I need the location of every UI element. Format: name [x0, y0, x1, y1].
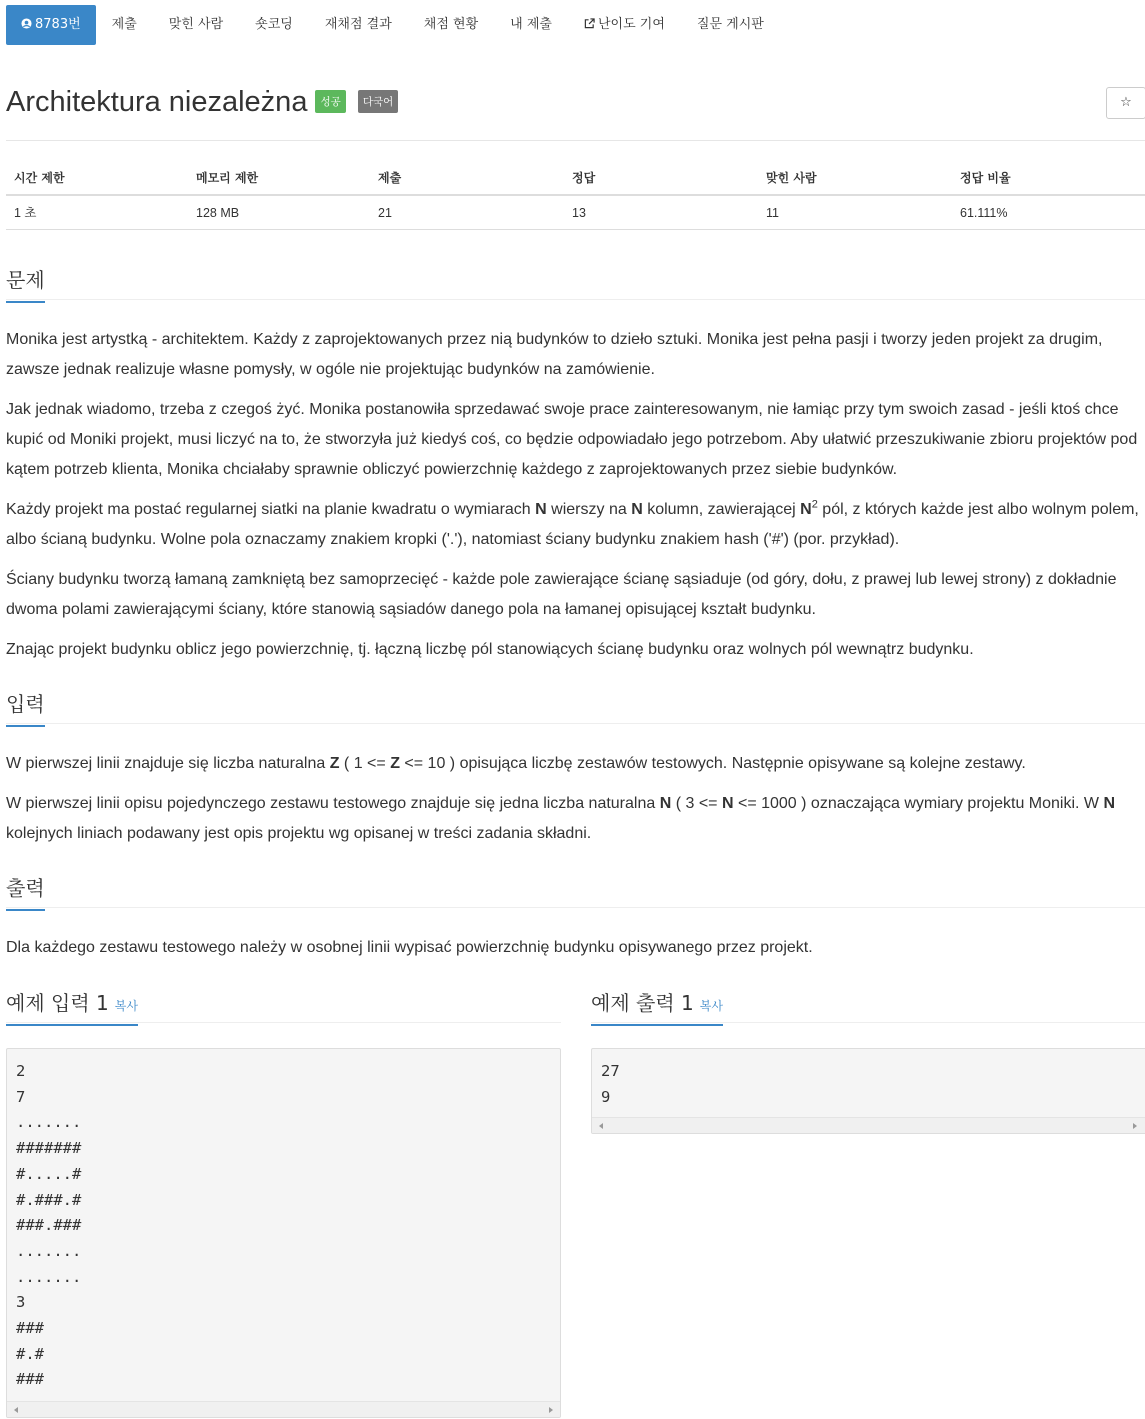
sample-line: 7: [16, 1087, 26, 1106]
stats-header-row: [6, 160, 1145, 196]
tab-question-board[interactable]: 질문 게시판: [696, 17, 764, 32]
horizontal-scrollbar[interactable]: [7, 1401, 560, 1417]
section-output-header: [6, 872, 45, 911]
stats-header-submissions: 제출: [378, 171, 402, 185]
tab-my-submissions[interactable]: 내 제출: [510, 17, 552, 32]
stats-ratio: 61.111%: [960, 206, 1008, 220]
section-divider: [6, 907, 1145, 908]
var-z: Z: [390, 755, 400, 772]
sample-line: 2: [16, 1062, 26, 1080]
stats-solved-users: 11: [766, 206, 779, 220]
sample-input-header: [6, 987, 138, 1026]
tab-short-coding[interactable]: 숏코딩: [255, 17, 293, 32]
sample-line: #.#: [16, 1344, 44, 1363]
sample-line: ###: [16, 1370, 44, 1389]
sample-line: 3: [16, 1293, 26, 1312]
stats-header-ratio: 정답 비율: [960, 171, 1011, 185]
stats-memory-limit: 128 MB: [196, 206, 240, 220]
section-output-title: 출력: [6, 872, 45, 911]
description-paragraph-1: Monika jest artystką - architektem. Każdy z zaprojektowanych przez nią budynków to dzieło sztuki. Monika jest pełna pasji i tworzy jeden projekt za drugim, zawsze jednak realizuje własne pomysły, w ogóle nie projektując budynków na zamówienie.: [6, 331, 1103, 378]
section-divider: [6, 299, 1145, 300]
horizontal-scrollbar[interactable]: [592, 1117, 1145, 1133]
tab-solved-users[interactable]: 맞힌 사람: [168, 17, 224, 32]
text: W pierwszej linii znajduje się liczba naturalna: [6, 755, 330, 772]
sample-line: ###: [16, 1319, 44, 1338]
stats-time-limit: 1 초: [14, 206, 37, 220]
section-description-title: 문제: [6, 264, 45, 303]
var-n: N: [721, 795, 734, 812]
external-link-icon: [584, 18, 595, 29]
tab-problem[interactable]: [6, 5, 96, 45]
description-paragraph-4: Ściany budynku tworzą łamaną zamkniętą bez samoprzecięć - każde pole zawierające ścianę sąsiaduje (od góry, dołu, z prawej lub lewej strony) z dokładnie dwoma polami zawierającymi ściany, które stanowią sąsiadów danego pola na łamanej opisującej kształt budynku.: [6, 571, 1117, 618]
tab-problem-label: 8783번: [35, 17, 81, 32]
text: wierszy na: [546, 501, 632, 518]
sample-output-text: [592, 1049, 1145, 1110]
copy-input-button[interactable]: 복사: [114, 999, 138, 1013]
text: pól, z których każde jest albo wolnym polem, albo ścianą budynku. Wolne pola oznaczamy znakiem kropki ('.'), natomiast ściany budynku znakiem hash ('#') (por. przykład).: [6, 501, 1139, 548]
sample-input-title-group: [6, 987, 138, 1026]
section-divider: [6, 723, 1145, 724]
problem-badge-icon: [21, 18, 32, 29]
tab-judge-status[interactable]: 채점 현황: [423, 17, 479, 32]
text: <= 10 ) opisująca liczbę zestawów testowych. Następnie opisywane są kolejne zestawy.: [399, 755, 1026, 772]
sample-input-box[interactable]: [6, 1048, 561, 1418]
sample-input-text: [7, 1049, 560, 1393]
var-n: N: [800, 501, 812, 518]
copy-output-button[interactable]: 복사: [699, 999, 723, 1013]
stats-header-memory-limit: 메모리 제한: [196, 171, 259, 185]
multilang-badge: 다국어: [358, 90, 398, 113]
output-paragraph-1: Dla każdego zestawu testowego należy w osobnej linii wypisać powierzchnię budynku opisywanego przez projekt.: [6, 939, 813, 956]
sample-divider: [591, 1022, 1145, 1023]
sample-divider: [6, 1022, 561, 1023]
description-paragraph-5: Znając projekt budynku oblicz jego powierzchnię, tj. łączną liczbę pól stanowiących ścianę budynku oraz wolnych pól wewnątrz budynku.: [6, 641, 974, 658]
sample-line: #.###.#: [16, 1190, 82, 1209]
sample-line: 9: [601, 1087, 611, 1106]
stats-accepted: 13: [572, 206, 586, 220]
star-icon: ☆: [1120, 95, 1132, 110]
sample-output-title-group: [591, 987, 723, 1026]
sample-input-title: 예제 입력 1: [6, 991, 109, 1015]
stats-header-accepted: 정답: [572, 171, 596, 185]
text: kolumn, zawierającej: [642, 501, 801, 518]
text: W pierwszej linii opisu pojedynczego zestawu testowego znajduje się jedna liczba naturalna: [6, 795, 660, 812]
var-n: N: [659, 795, 672, 812]
text: <= 1000 ) oznaczająca wymiary projektu Moniki. W: [733, 795, 1104, 812]
var-z: Z: [329, 755, 340, 772]
stats-value-row: [6, 197, 1145, 230]
sample-line: #.....#: [16, 1164, 82, 1183]
sample-line: ###.###: [16, 1216, 82, 1235]
sample-line: .......: [16, 1113, 82, 1132]
stats-header-time-limit: 시간 제한: [14, 171, 65, 185]
stats-header-solved-users: 맞힌 사람: [766, 171, 817, 185]
text: ( 1 <=: [339, 755, 391, 772]
tab-difficulty-contribution[interactable]: [568, 5, 681, 45]
sample-output-header: [591, 987, 723, 1026]
section-input-title: 입력: [6, 688, 45, 727]
scroll-left-icon[interactable]: [14, 1407, 18, 1413]
var-n: N: [1103, 795, 1116, 812]
tab-rejudge-results[interactable]: 재채점 결과: [324, 17, 392, 32]
scroll-right-icon[interactable]: [1133, 1123, 1137, 1129]
sample-line: 27: [601, 1062, 620, 1080]
text: Każdy projekt ma postać regularnej siatki na planie kwadratu o wymiarach: [6, 501, 536, 518]
sample-line: .......: [16, 1267, 82, 1286]
sample-line: .......: [16, 1241, 82, 1260]
text: kolejnych liniach podawany jest opis projektu wg opisanej w treści zadania składni.: [6, 825, 592, 842]
var-n: N: [631, 501, 643, 518]
description-paragraph-3: [6, 495, 1145, 555]
tab-difficulty-label: 난이도 기여: [597, 17, 665, 32]
page-title: [6, 86, 398, 119]
input-paragraph-1: [6, 749, 1145, 779]
sample-output-title: 예제 출력 1: [591, 991, 694, 1015]
section-input-header: [6, 688, 45, 727]
sample-line: #######: [16, 1139, 82, 1158]
section-description-header: [6, 264, 45, 303]
problem-nav: [6, 5, 780, 45]
divider: [6, 140, 1145, 141]
scroll-left-icon[interactable]: [599, 1123, 603, 1129]
scroll-right-icon[interactable]: [549, 1407, 553, 1413]
tab-submit[interactable]: 제출: [111, 17, 137, 32]
text: ( 3 <=: [671, 795, 722, 812]
exponent: 2: [811, 498, 818, 511]
star-button[interactable]: [1106, 87, 1145, 119]
description-paragraph-2: Jak jednak wiadomo, trzeba z czegoś żyć. Monika postanowiła sprzedawać swoje prace zainteresowanym, nie łamiąc przy tym swoich zasad - jeśli ktoś chce kupić od Moniki projekt, musi liczyć na to, że stworzyła już kiedyś coś, co będzie odpowiadało jego potrzebom. Aby ułatwić przeszukiwanie zbioru projektów pod kątem potrzeb klienta, Monika chciałaby sprawnie obliczyć powierzchnię każdego z zaprojektowanych przez siebie budynków.: [6, 401, 1138, 478]
status-badge: 성공: [315, 90, 345, 113]
input-paragraph-2: [6, 789, 1145, 849]
stats-submissions: 21: [378, 206, 392, 220]
sample-output-box[interactable]: [591, 1048, 1145, 1134]
problem-title: Architektura niezależna: [6, 86, 308, 118]
var-n: N: [535, 501, 547, 518]
